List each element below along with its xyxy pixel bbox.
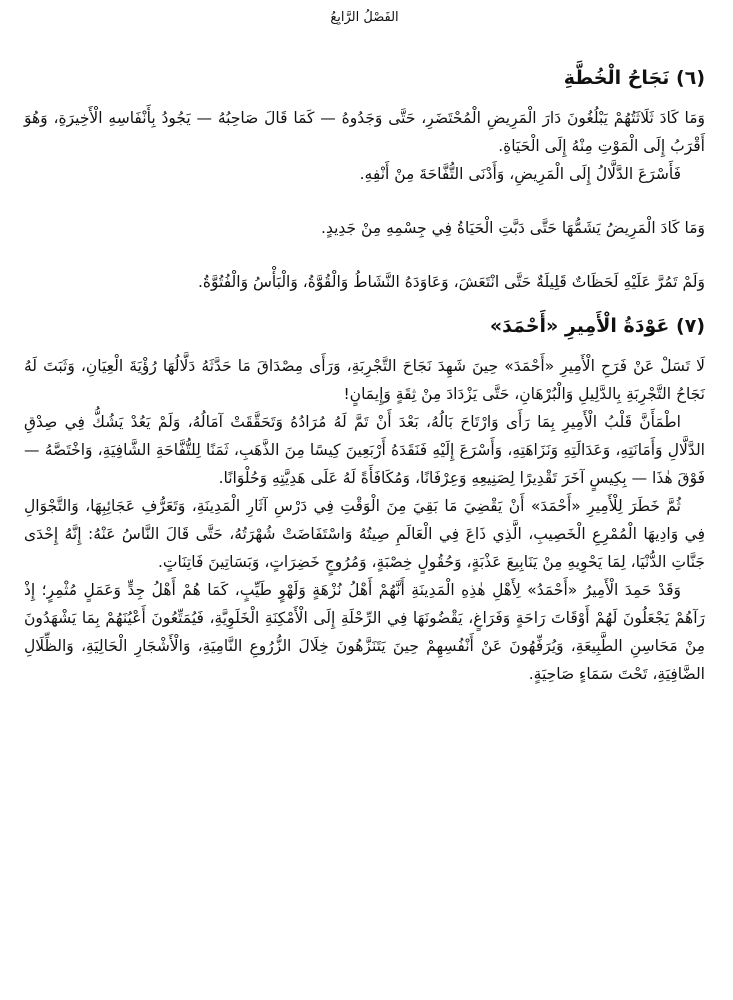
section-7-paragraph-2: اطْمَأَنَّ قَلْبُ الْأَمِيرِ بِمَا رَأَى وَارْتَاحَ بَالُهُ، بَعْدَ أَنْ تَمَّ لَهُ مُرَادُهُ وَتَحَقَّقَتْ آمَالُهُ، وَلَمْ يَعُدْ يَشُكُّ فِي صِدْقِ الدَّلَّالِ وَأَمَانَتِهِ، وَعَدَالَتِهِ وَنَزَاهَتِهِ، وَأَسْرَعَ إِلَيْهِ فَنَقَدَهُ أَرْبَعِينَ كِيسًا مِنَ الذَّهَبِ، ثَمَنًا لِلتُّفَّاحَةِ الشَّافِيَةِ، وَاخْتَصَّهُ — فَوْقَ هٰذَا — بِكِيسٍ آخَرَ تَقْدِيرًا لِصَنِيعِهِ وَعِرْفَانًا، وَمُكَافَأَةً لَهُ عَلَى هَدِيَّتِهِ وَحُلْوَانًا. xyxy=(24,413,705,487)
section-6-paragraph-1: وَمَا كَادَ ثَلَاثَتُهُمْ يَبْلُغُونَ دَارَ الْمَرِيضِ الْمُحْتَضَرِ، حَتَّى وَجَدُوهُ — كَمَا قَالَ صَاحِبُهُ — يَجُودُ بِأَنْفَاسِهِ الْأَخِيرَةِ، وَهُوَ أَقْرَبُ إِلَى الْمَوْتِ مِنْهُ إِلَى الْحَيَاةِ. xyxy=(24,109,705,155)
section-7-paragraph-1: لَا تَسَلْ عَنْ فَرَحِ الْأَمِيرِ «أَحْمَدَ» حِينَ شَهِدَ نَجَاحَ التَّجْرِبَةِ، وَرَأَى مِصْدَاقَ مَا حَدَّثَهُ دَلَّالُهَا رُؤْيَةَ الْعِيَانِ، وَثَبَتَ لَهُ نَجَاحُ التَّجْرِبَةِ بِالدَّلِيلِ وَالْبُرْهَانِ، حَتَّى يَزْدَادَ مِنْ ثِقَةٍ وَإِيمَانٍ! xyxy=(24,357,705,403)
section-7-paragraph-4: وَقَدْ حَمِدَ الْأَمِيرُ «أَحْمَدُ» لِأَهْلِ هٰذِهِ الْمَدِينَةِ أَنَّهُمْ أَهْلُ نُزْهَةٍ وَلَهْوٍ طَيِّبٍ، كَمَا هُمْ أَهْلُ جِدٍّ وَعَمَلٍ مُثْمِرٍ؛ إِذْ رَآهُمْ يَجْعَلُونَ لَهُمْ أَوْقَاتَ رَاحَةٍ وَفَرَاغٍ، يَقْضُونَهَا فِي الرِّحْلَةِ إِلَى الْأَمْكِنَةِ الْخَلَوِيَّةِ، فَيُمَتِّعُونَ أَعْيُنَهُمْ بِمَا يَشْهَدُونَ مِنْ مَحَاسِنِ الطَّبِيعَةِ، وَيُرَفِّهُونَ عَنْ أَنْفُسِهِمْ حِينَ يَتَنَزَّهُونَ خِلَالَ الزُّرُوعِ النَّامِيَةِ، وَالْأَشْجَارِ الْحَالِيَةِ، وَالظِّلَالِ الضَّافِيَةِ، تَحْتَ سَمَاءٍ صَاحِيَةٍ. xyxy=(24,581,705,683)
section-7-paragraph-3: ثُمَّ خَطَرَ لِلْأَمِيرِ «أَحْمَدَ» أَنْ يَقْضِيَ مَا بَقِيَ مِنَ الْوَقْتِ فِي دَرْسِ آثَارِ الْمَدِينَةِ، وَتَعَرُّفِ عَجَائِبِهَا، وَالتَّجْوَالِ فِي وَادِيهَا الْمُمْرِعِ الْخَصِيبِ، الَّذِي ذَاعَ فِي الْعَالَمِ صِيتُهُ وَاسْتَفَاضَتْ شُهْرَتُهُ، حَتَّى قَالَ النَّاسُ عَنْهُ: إِنَّهُ إِحْدَى جَنَّاتِ الدُّنْيَا، لِمَا يَحْوِيهِ مِنْ يَنَابِيعَ عَذْبَةٍ، وَحُقُولٍ خِصْبَةٍ، وَمُرُوجٍ خَضِرَاتٍ، وَبَسَاتِينَ فَاتِنَاتٍ. xyxy=(24,497,705,571)
section-6-paragraph-4: وَلَمْ تَمُرَّ عَلَيْهِ لَحَظَاتٌ قَلِيلَةٌ حَتَّى انْتَعَشَ، وَعَاوَدَهُ النَّشَاطُ وَالْقُوَّةُ، وَالْبَأْسُ وَالْفُتُوَّةُ. xyxy=(197,273,705,291)
paragraph-spacer xyxy=(24,242,705,268)
section-7-heading: (٧) عَوْدَةُ الْأَمِيرِ «أَحْمَدَ» xyxy=(489,315,705,337)
section-6-paragraph-2: فَأَسْرَعَ الدَّلَّالُ إِلَى الْمَرِيضِ، وَأَدْنَى التُّفَّاحَةَ مِنْ أَنْفِهِ. xyxy=(359,165,681,183)
section-6-paragraph-3: وَمَا كَادَ الْمَرِيضُ يَشَمُّهَا حَتَّى دَبَّتِ الْحَيَاةُ فِي جِسْمِهِ مِنْ جَدِيدٍ. xyxy=(321,219,705,237)
paragraph-spacer xyxy=(24,188,705,214)
chapter-running-header: الفَصْلُ الرَّابِعُ xyxy=(330,10,399,25)
section-6-heading: (٦) نَجَاحُ الْخُطَّةِ xyxy=(563,67,705,89)
